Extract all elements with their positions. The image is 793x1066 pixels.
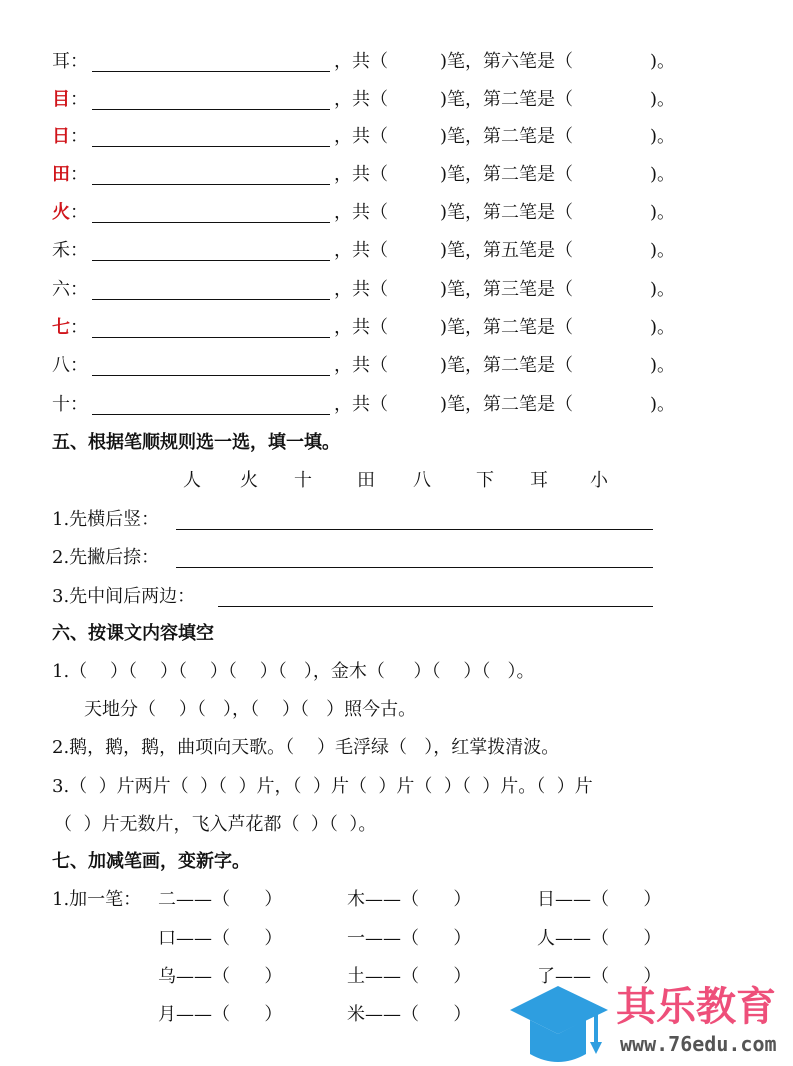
- section7-title: 七、加减笔画，变新字。: [52, 851, 250, 872]
- row-char: 六: [52, 279, 70, 300]
- add-stroke-item: 乌——（ ）: [158, 966, 283, 987]
- row-colon: ：: [70, 355, 88, 376]
- nth-stroke-text: )笔，第二笔是（: [440, 126, 574, 147]
- row-end: )。: [650, 164, 676, 185]
- logo: [508, 984, 793, 1066]
- row-end: )。: [650, 355, 676, 376]
- stroke-count-text: ，共（: [334, 317, 388, 338]
- row-colon: ：: [70, 89, 88, 110]
- row-end: )。: [650, 89, 676, 110]
- answer-line: [92, 414, 330, 415]
- section5-title: 五、根据笔顺规则选一选，填一填。: [52, 432, 340, 453]
- nth-stroke-text: )笔，第三笔是（: [440, 279, 574, 300]
- row-end: )。: [650, 394, 676, 415]
- choice-char: 十: [294, 470, 312, 491]
- rule-label: 1.先横后竖：: [52, 509, 160, 530]
- answer-line: [92, 222, 330, 223]
- row-colon: ：: [70, 279, 88, 300]
- nth-stroke-text: )笔，第二笔是（: [440, 317, 574, 338]
- nth-stroke-text: )笔，第六笔是（: [440, 51, 574, 72]
- nth-stroke-text: )笔，第二笔是（: [440, 202, 574, 223]
- graduation-cap-icon: [508, 984, 618, 1066]
- choice-char: 人: [183, 470, 201, 491]
- answer-line: [92, 260, 330, 261]
- choice-char: 八: [413, 470, 431, 491]
- row-end: )。: [650, 279, 676, 300]
- section6-line-5: （ ）片无数片，飞入芦花都（ ）（ ）。: [54, 814, 377, 835]
- add-stroke-item: 月——（ ）: [158, 1004, 283, 1025]
- add-stroke-item: 口——（ ）: [158, 928, 283, 949]
- row-end: )。: [650, 51, 676, 72]
- section7-label: 1.加一笔：: [52, 889, 142, 910]
- answer-line: [176, 529, 653, 530]
- stroke-count-text: ，共（: [334, 164, 388, 185]
- add-stroke-item: 人——（ ）: [537, 928, 662, 949]
- answer-line: [92, 109, 330, 110]
- choice-char: 耳: [530, 470, 548, 491]
- row-colon: ：: [70, 126, 88, 147]
- row-end: )。: [650, 240, 676, 261]
- answer-line: [92, 299, 330, 300]
- nth-stroke-text: )笔，第五笔是（: [440, 240, 574, 261]
- choice-char: 火: [240, 470, 258, 491]
- answer-line: [92, 184, 330, 185]
- row-char: 十: [52, 394, 70, 415]
- answer-line: [92, 375, 330, 376]
- row-end: )。: [650, 202, 676, 223]
- row-char: 耳: [52, 51, 70, 72]
- section6-line-3: 2.鹅，鹅，鹅，曲项向天歌。（ ）毛浮绿（ ），红掌拨清波。: [52, 737, 560, 758]
- row-char: 日: [52, 126, 70, 147]
- row-colon: ：: [70, 202, 88, 223]
- logo-name: 其乐教育: [616, 984, 776, 1030]
- nth-stroke-text: )笔，第二笔是（: [440, 89, 574, 110]
- answer-line: [92, 146, 330, 147]
- stroke-count-text: ，共（: [334, 89, 388, 110]
- logo-url: www.76edu.com: [620, 1032, 777, 1056]
- add-stroke-item: 米——（ ）: [347, 1004, 472, 1025]
- add-stroke-item: 木——（ ）: [347, 889, 472, 910]
- stroke-count-text: ，共（: [334, 394, 388, 415]
- nth-stroke-text: )笔，第二笔是（: [440, 394, 574, 415]
- row-char: 田: [52, 164, 70, 185]
- row-char: 目: [52, 89, 70, 110]
- rule-label: 2.先撇后捺：: [52, 547, 160, 568]
- section6-line-2: 天地分（ ）（ ），（ ）（ ）照今古。: [84, 699, 417, 720]
- choice-char: 小: [590, 470, 608, 491]
- answer-line: [92, 71, 330, 72]
- answer-line: [92, 337, 330, 338]
- add-stroke-item: 二——（ ）: [158, 889, 283, 910]
- stroke-count-text: ，共（: [334, 279, 388, 300]
- row-colon: ：: [70, 317, 88, 338]
- section6-title: 六、按课文内容填空: [52, 623, 214, 644]
- row-char: 火: [52, 202, 70, 223]
- stroke-count-text: ，共（: [334, 51, 388, 72]
- choice-char: 下: [476, 470, 494, 491]
- row-char: 八: [52, 355, 70, 376]
- row-colon: ：: [70, 240, 88, 261]
- stroke-count-text: ，共（: [334, 355, 388, 376]
- stroke-count-text: ，共（: [334, 126, 388, 147]
- add-stroke-item: 土——（ ）: [347, 966, 472, 987]
- stroke-count-text: ，共（: [334, 202, 388, 223]
- row-char: 七: [52, 317, 70, 338]
- rule-label: 3.先中间后两边：: [52, 586, 196, 607]
- nth-stroke-text: )笔，第二笔是（: [440, 164, 574, 185]
- add-stroke-item: 日——（ ）: [537, 889, 662, 910]
- stroke-count-text: ，共（: [334, 240, 388, 261]
- section6-line-4: 3.（ ）片两片（ ）（ ）片，（ ）片（ ）片（ ）（ ）片。（ ）片: [52, 776, 593, 797]
- answer-line: [218, 606, 653, 607]
- add-stroke-item: 了——（ ）: [537, 966, 662, 987]
- choice-char: 田: [357, 470, 375, 491]
- row-colon: ：: [70, 164, 88, 185]
- add-stroke-item: 一——（ ）: [347, 928, 472, 949]
- row-end: )。: [650, 317, 676, 338]
- row-colon: ：: [70, 394, 88, 415]
- section6-line-1: 1.（ ）（ ）（ ）（ ）（ ），金木（ ）（ ）（ ）。: [52, 661, 535, 682]
- nth-stroke-text: )笔，第二笔是（: [440, 355, 574, 376]
- row-char: 禾: [52, 240, 70, 261]
- row-end: )。: [650, 126, 676, 147]
- answer-line: [176, 567, 653, 568]
- row-colon: ：: [70, 51, 88, 72]
